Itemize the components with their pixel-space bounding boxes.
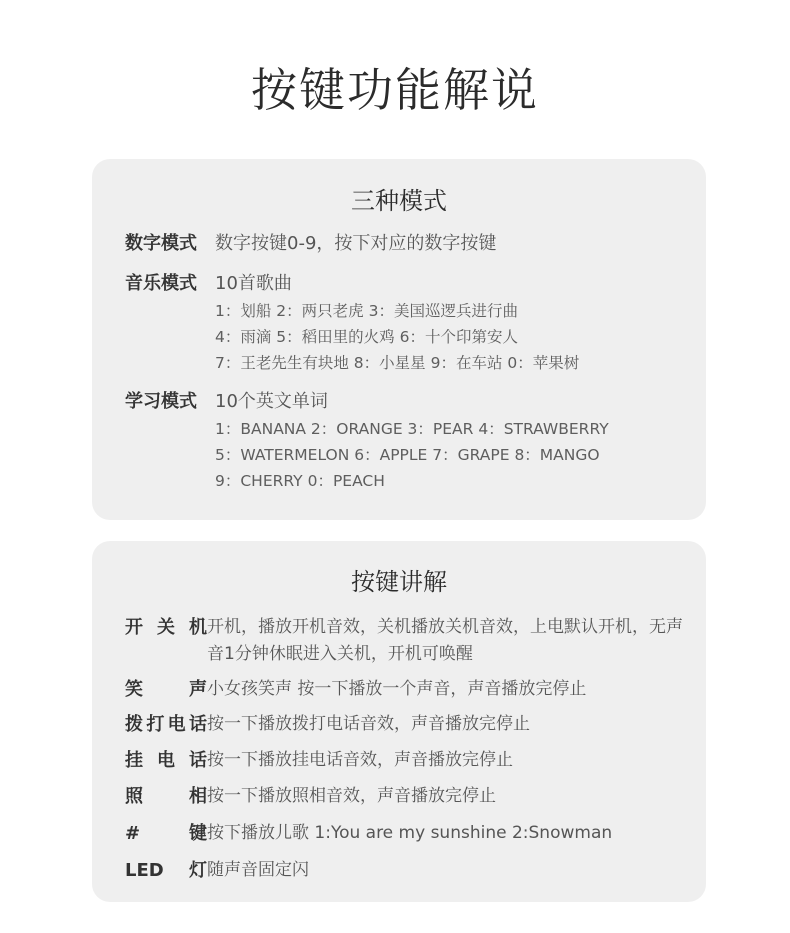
key-desc: 小女孩笑声 按一下播放一个声音，声音播放完停止 <box>207 679 587 699</box>
key-row-camera <box>125 783 697 810</box>
key-row-led <box>125 857 697 884</box>
key-desc: 按一下播放照相音效，声音播放完停止 <box>207 786 496 806</box>
key-desc: 按一下播放挂电话音效，声音播放完停止 <box>207 750 513 770</box>
page-title: 按键功能解说 <box>251 63 539 117</box>
key-label: LED灯 <box>125 860 207 881</box>
learning-word-line: 5：WATERMELON 6：APPLE 7：GRAPE 8：MANGO <box>215 446 600 464</box>
learning-word-line: 9：CHERRY 0：PEACH <box>215 472 385 490</box>
modes-heading: 三种模式 <box>351 187 447 215</box>
learning-mode-row <box>125 389 328 415</box>
key-label: 拨打电话 <box>125 714 207 735</box>
music-song-line: 4：雨滴 5：稻田里的火鸡 6：十个印第安人 <box>215 328 518 346</box>
modes-panel <box>92 159 706 520</box>
keys-panel <box>92 541 706 902</box>
key-label: #键 <box>125 823 207 844</box>
key-desc: 随声音固定闪 <box>207 860 309 880</box>
music-song-line: 7：王老先生有块地 8：小星星 9：在车站 0：苹果树 <box>215 354 580 372</box>
keys-heading: 按键讲解 <box>351 568 447 596</box>
key-desc: 按一下播放拨打电话音效，声音播放完停止 <box>207 714 530 734</box>
key-label: 挂电话 <box>125 750 207 771</box>
learning-word-line: 1：BANANA 2：ORANGE 3：PEAR 4：STRAWBERRY <box>215 420 609 438</box>
music-mode-desc: 10首歌曲 <box>215 273 292 294</box>
digital-mode-label: 数字模式 <box>125 233 197 254</box>
digital-mode-row <box>125 231 496 257</box>
key-row-hangup <box>125 747 697 774</box>
music-song-line: 1：划船 2：两只老虎 3：美国巡逻兵进行曲 <box>215 302 518 320</box>
music-mode-row <box>125 271 292 297</box>
key-label: 开关机 <box>125 617 207 638</box>
key-label: 笑声 <box>125 679 207 700</box>
key-desc: 开机，播放开机音效，关机播放关机音效，上电默认开机，无声音1分钟休眠进入关机，开机可唤醒 <box>207 617 683 664</box>
key-row-call <box>125 711 697 738</box>
key-label: 照相 <box>125 786 207 807</box>
music-mode-label: 音乐模式 <box>125 273 197 294</box>
digital-mode-desc: 数字按键0-9，按下对应的数字按键 <box>215 233 497 254</box>
learning-mode-desc: 10个英文单词 <box>215 391 328 412</box>
key-row-laugh <box>125 676 697 703</box>
key-row-power <box>125 614 697 668</box>
key-row-hash <box>125 820 697 847</box>
key-desc: 按下播放儿歌 1:You are my sunshine 2:Snowman <box>207 823 613 843</box>
learning-mode-label: 学习模式 <box>125 391 197 412</box>
